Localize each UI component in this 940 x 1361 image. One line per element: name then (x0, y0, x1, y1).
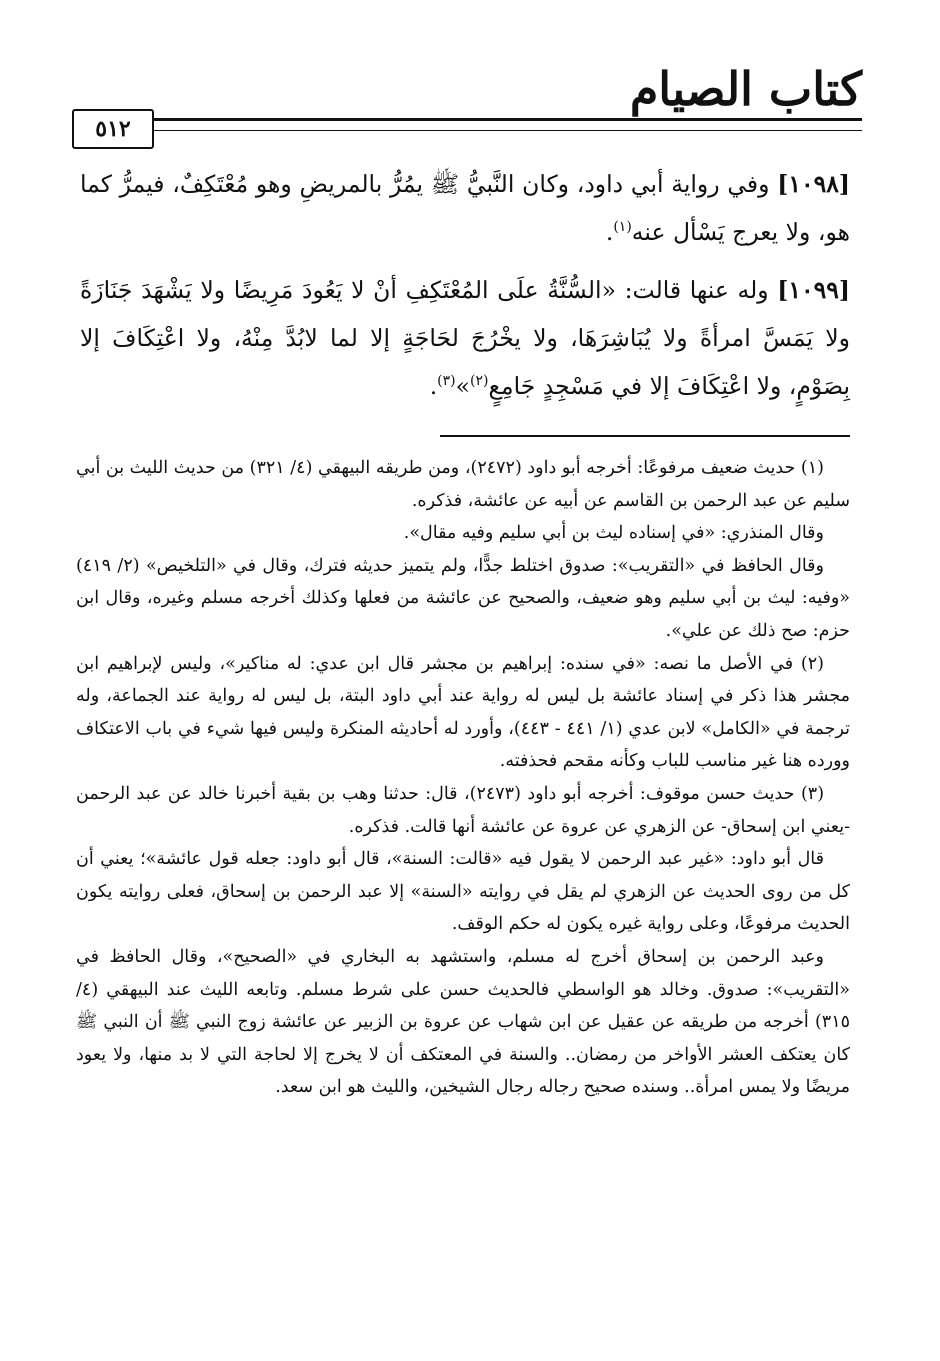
punctuation: . (429, 372, 438, 400)
footnote-paragraph: وقال المنذري: «في إسناده ليث بن أبي سليم وفيه مقال». (403, 523, 824, 544)
footnote-paragraph: وعبد الرحمن بن إسحاق أخرج له مسلم، واستشهد به البخاري في «الصحيح»، وقال الحافظ في «التقريب»: صدوق. وخالد هو الواسطي فالحديث حسن على شرط مسلم. وتابعه الليث عند البيهقي (٤/ ٣١٥) أخرجه من طريقه عن عقيل عن ابن شهاب عن عروة بن الزبير عن عائشة زوج النبي ﷺ أن النبي ﷺ كان يعتكف العشر الأواخر من رمضان.. والسنة في المعتكف أن لا يخرج إلا لحاجة التي لا بد منها، ولا يعود مريضًا ولا يمس امرأة.. وسنده صحيح رجاله رجال الشيخين، والليث هو ابن سعد. (76, 946, 850, 1098)
footnote-ref: (٢) (470, 373, 489, 390)
footnote-ref: (٣) (437, 373, 456, 390)
punctuation: . (605, 218, 614, 246)
footnote-ref: (١) (613, 219, 632, 236)
footnote-paragraph: وقال الحافظ في «التقريب»: صدوق اختلط جدًّا، ولم يتميز حديثه فترك، وقال في «التلخيص» (٢/ ٤١٩) «وفيه: ليث بن أبي سليم وهو ضعيف، والصحيح عن عائشة من فعلها وكذلك أخرجه مسلم وغيره، وقال ابن حزم: صح ذلك عن علي». (76, 555, 850, 641)
hadith-number: [١٠٩٩] (777, 276, 850, 304)
header-rule-thin (72, 130, 862, 131)
hadith-text: وفي رواية أبي داود، وكان النَّبيُّ ﷺ يمُرُّ بالمريضِ وهو مُعْتَكِفٌ، فيمرُّ كما هو، ولا يعرج يَسْأل عنه (80, 170, 850, 246)
footnote-paragraph: (١) حديث ضعيف مرفوعًا: أخرجه أبو داود (٢٤٧٢)، ومن طريقه البيهقي (٤/ ٣٢١) من حديث الليث بن أبي سليم عن عبد الرحمن بن القاسم عن أبيه عن عائشة، فذكره. (76, 458, 850, 511)
footnotes (76, 452, 850, 1104)
header-rule (72, 118, 862, 121)
hadith-text: وله عنها قالت: «السُّنَّةُ علَى المُعْتَكِفِ أنْ لا يَعُودَ مَرِيضًا ولا يَشْهَدَ جَنَازَةً ولا يَمَسَّ امرأةً ولا يُبَاشِرَهَا، ولا يخْرُجَ لحَاجَةٍ إلا لما لابُدَّ مِنْهُ، ولا اعْتِكَافَ إلا بِصَوْمٍ، ولا اعْتِكَافَ إلا في مَسْجِدٍ جَامِعٍ (80, 276, 850, 400)
hadith-1099 (80, 266, 850, 410)
footnote-paragraph: قال أبو داود: «غير عبد الرحمن لا يقول فيه «قالت: السنة»، قال أبو داود: جعله قول عائشة»؛ يعني أن كل من روى الحديث عن الزهري لم يقل في روايته «السنة» إلا عبد الرحمن بن إسحاق، فعلى روايته يكون الحديث مرفوعًا، وعلى رواية غيره يكون له حكم الوقف. (76, 849, 850, 935)
page-header (72, 58, 862, 148)
main-text (80, 160, 850, 420)
footnote-separator (440, 435, 850, 437)
footnote-paragraph: (٢) في الأصل ما نصه: «في سنده: إبراهيم بن مجشر قال ابن عدي: له مناكير»، وليس لإبراهيم ابن مجشر هذا ذكر في إسناد عائشة بل ليس له رواية عند أبي داود البتة، بل ليس له رواية عند الجماعة، وله ترجمة في «الكامل» لابن عدي (١/ ٤٤١ - ٤٤٣)، وأورد له أحاديثه المنكرة وليس فيها شيء في باب الاعتكاف وورده هنا غير مناسب للباب وكأنه مقحم فحذفته. (76, 653, 850, 772)
hadith-number: [١٠٩٨] (777, 170, 850, 198)
book-title: كتاب الصيام (629, 62, 862, 116)
footnote-paragraph: (٣) حديث حسن موقوف: أخرجه أبو داود (٢٤٧٣)، قال: حدثنا وهب بن بقية أخبرنا خالد عن عبد الرحمن -يعني ابن إسحاق- عن الزهري عن عروة عن عائشة أنها قالت. فذكره. (76, 783, 850, 837)
page-number: ٥١٢ (72, 109, 154, 149)
hadith-1098 (80, 160, 850, 256)
quote-close: » (455, 372, 471, 400)
